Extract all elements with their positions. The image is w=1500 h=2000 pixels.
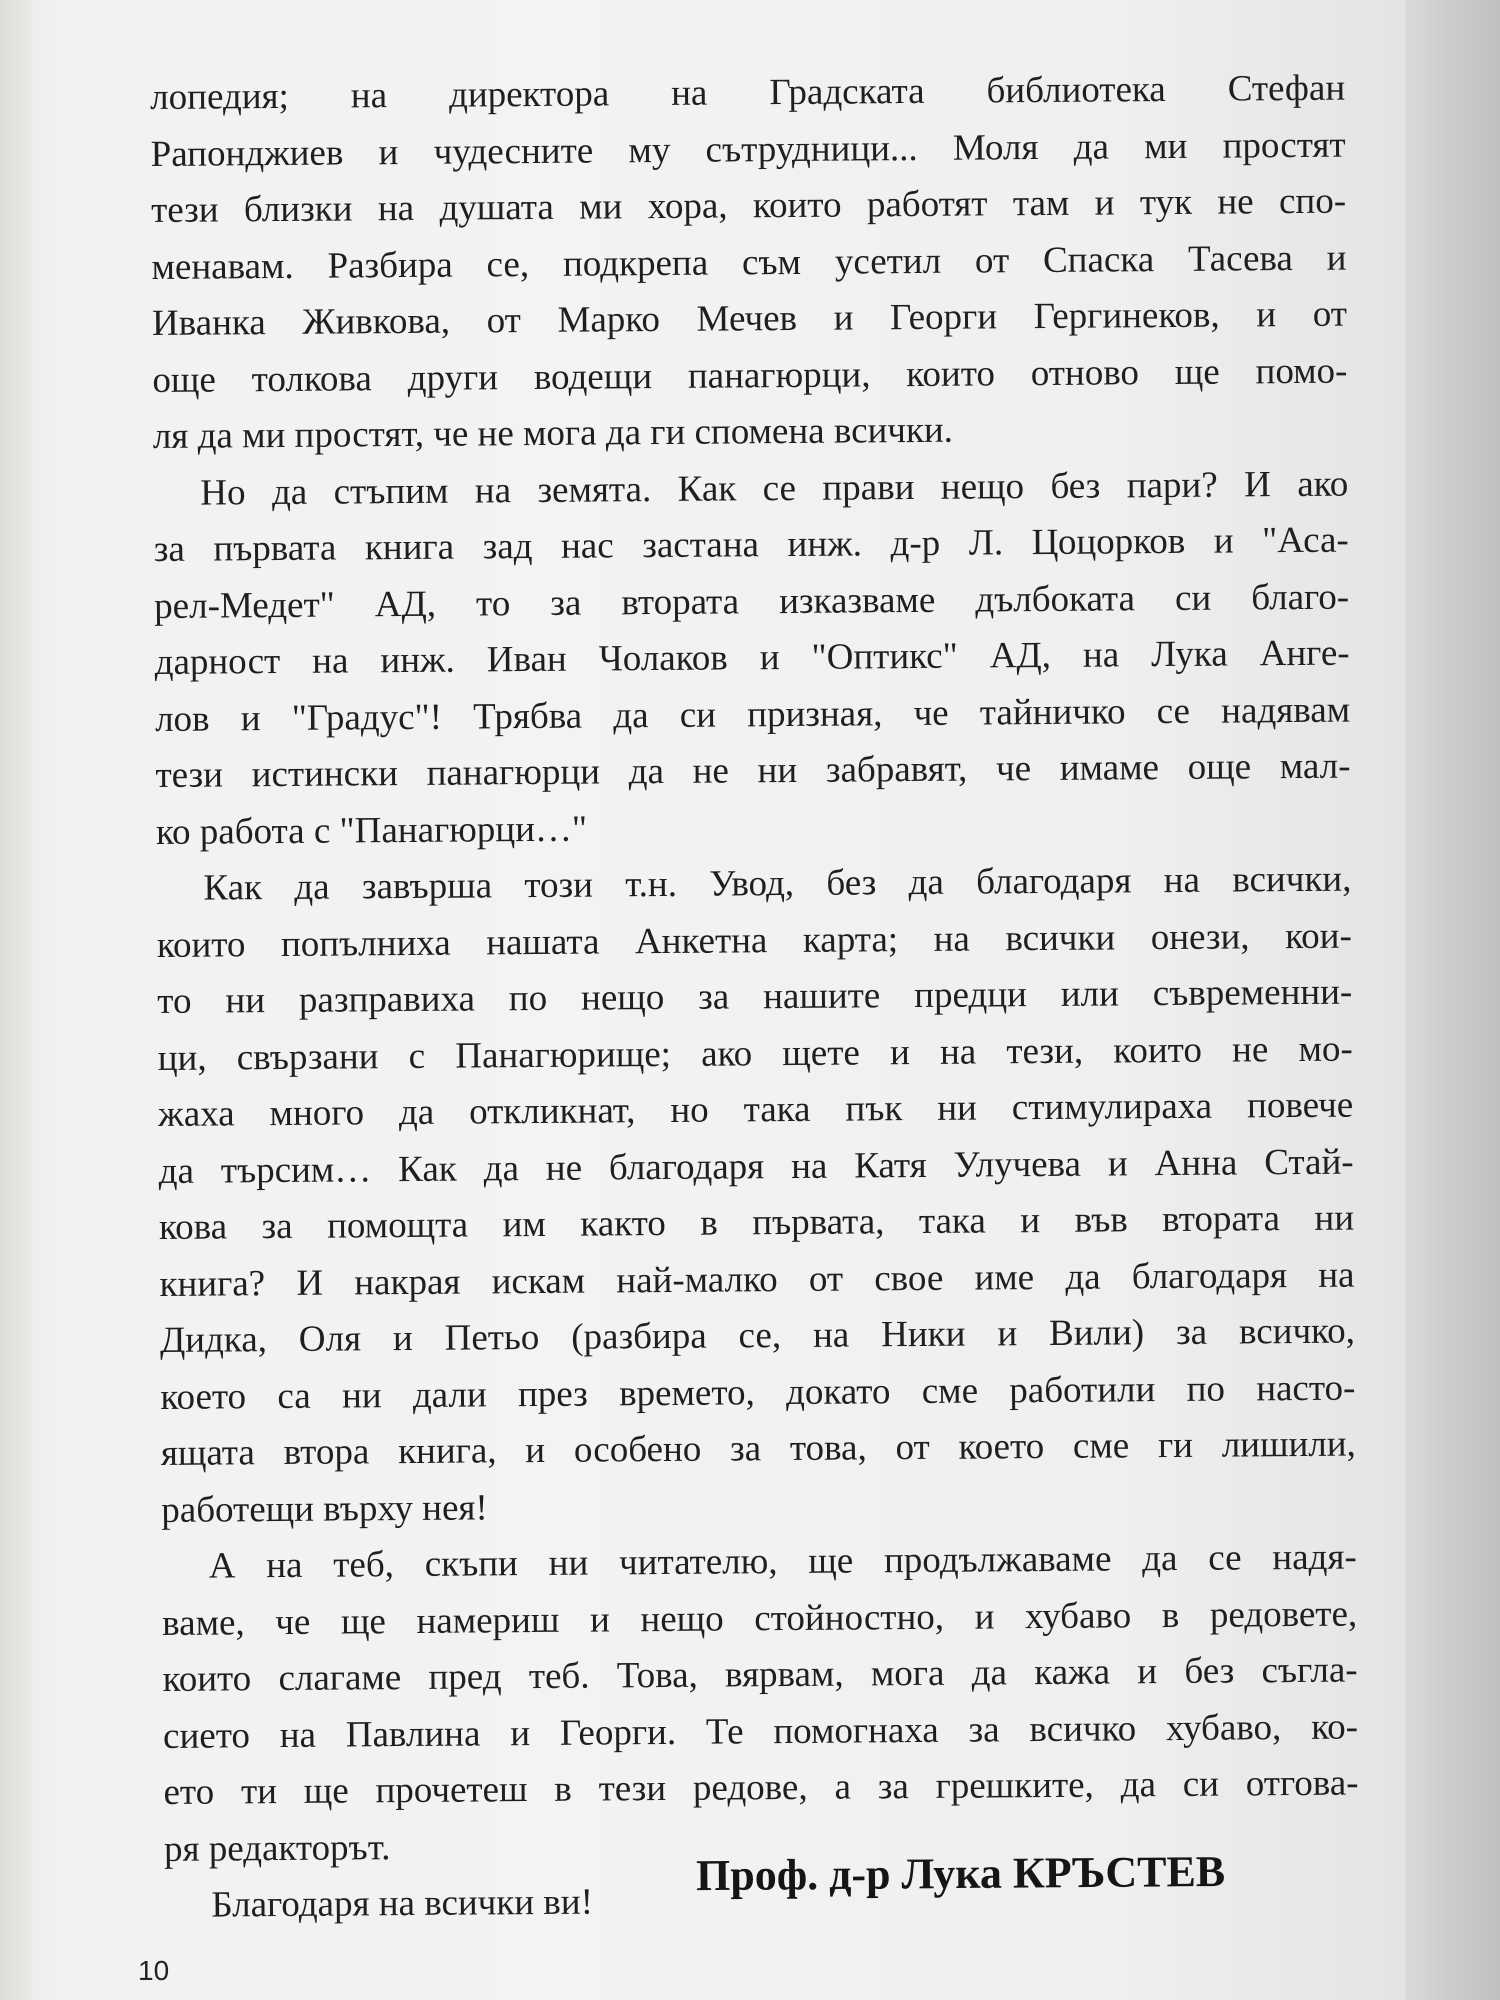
author-signature: Проф. д-р Лука КРЪСТЕВ	[695, 1846, 1226, 1901]
page-text	[150, 61, 1360, 1935]
text-line: ци, свързани с Панагюрище; ако щете и на тези, които не мо-	[157, 1028, 1353, 1079]
text-line: Рапонджиев и чудесните му сътрудници... Моля да ми простят	[150, 124, 1346, 175]
text-line: работещи върху нея!	[161, 1486, 488, 1531]
paragraph-3	[156, 852, 1356, 1539]
paragraph-4	[162, 1530, 1360, 1878]
text-line: ваме, че ще намериш и нещо стойностно, и хубаво в редовете,	[162, 1593, 1358, 1644]
text-line: А на теб, скъпи ни читателю, ще продължаваме да се надя-	[208, 1536, 1357, 1587]
text-line: книга? И накрая искам най-малко от свое име да благодаря на	[159, 1254, 1355, 1305]
text-line: дарност на инж. Иван Чолаков и "Оптикс" АД, на Лука Анге-	[154, 632, 1350, 683]
text-line: Иванка Живкова, от Марко Мечев и Георги Гергинеков, и от	[151, 293, 1348, 344]
text-line: да търсим… Как да не благодаря на Катя Улучева и Анна Стай-	[158, 1141, 1354, 1192]
text-line: още толкова други водещи панагюрци, които отново ще помо-	[152, 350, 1348, 401]
text-line: ящата втора книга, и особено за това, от което сме ги лишили,	[160, 1423, 1356, 1474]
text-line: Дидка, Оля и Петьо (разбира се, на Ники и Вили) за всичко,	[159, 1310, 1356, 1361]
text-line: лопедия; на директора на Градската библиотека Стефан	[150, 67, 1346, 118]
text-line: ря редакторът.	[163, 1826, 391, 1870]
text-line: ля да ми простят, че не мога да ги спомена всички.	[152, 409, 954, 457]
page-left-edge	[0, 0, 32, 2000]
page-right-edge	[1405, 0, 1500, 2000]
page-number: 10	[138, 1955, 170, 1986]
paragraph-1	[150, 61, 1348, 466]
text-line: ето ти ще прочетеш в тези редове, а за грешките, да си отгова-	[163, 1762, 1359, 1813]
text-line: лов и "Градус"! Трябва да си призная, че тайничко се надявам	[154, 689, 1351, 740]
text-line: Благодаря на всички ви!	[211, 1881, 594, 1926]
text-line: менавам. Разбира се, подкрепа съм усетил от Спаска Тасева и	[151, 237, 1347, 288]
text-line: кова за помощта им както в първата, така и във втората ни	[158, 1197, 1355, 1248]
text-line: жаха много да откликнат, но така пък ни стимулираха повече	[158, 1084, 1354, 1135]
text-line: тези близки на душата ми хора, които работят там и тук не спо-	[150, 180, 1347, 231]
text-line: което са ни дали през времето, докато сме работили по насто-	[160, 1367, 1356, 1418]
text-line: за първата книга зад нас застана инж. д-р Л. Цоцорков и "Аса-	[153, 519, 1349, 570]
text-line: Как да завърша този т.н. Увод, без да благодаря на всички,	[203, 858, 1352, 909]
text-line: то ни разправиха по нещо за нашите предци или съвременни-	[157, 971, 1353, 1022]
text-line: Но да стъпим на земята. Как се прави нещо без пари? И ако	[200, 463, 1349, 514]
paragraph-2	[153, 456, 1351, 861]
text-line: ко работа с "Панагюрци…"	[155, 808, 588, 853]
text-line: сието на Павлина и Георги. Те помогнаха за всичко хубаво, ко-	[162, 1706, 1359, 1757]
text-line: които попълниха нашата Анкетна карта; на всички онези, кои-	[156, 915, 1352, 966]
text-line: тези истински панагюрци да не ни забравят, че имаме още мал-	[155, 745, 1351, 796]
text-line: рел-Медет" АД, то за втората изказваме дълбоката си благо-	[154, 576, 1350, 627]
text-line: които слагаме пред теб. Това, вярвам, мога да кажа и без съгла-	[162, 1649, 1358, 1700]
